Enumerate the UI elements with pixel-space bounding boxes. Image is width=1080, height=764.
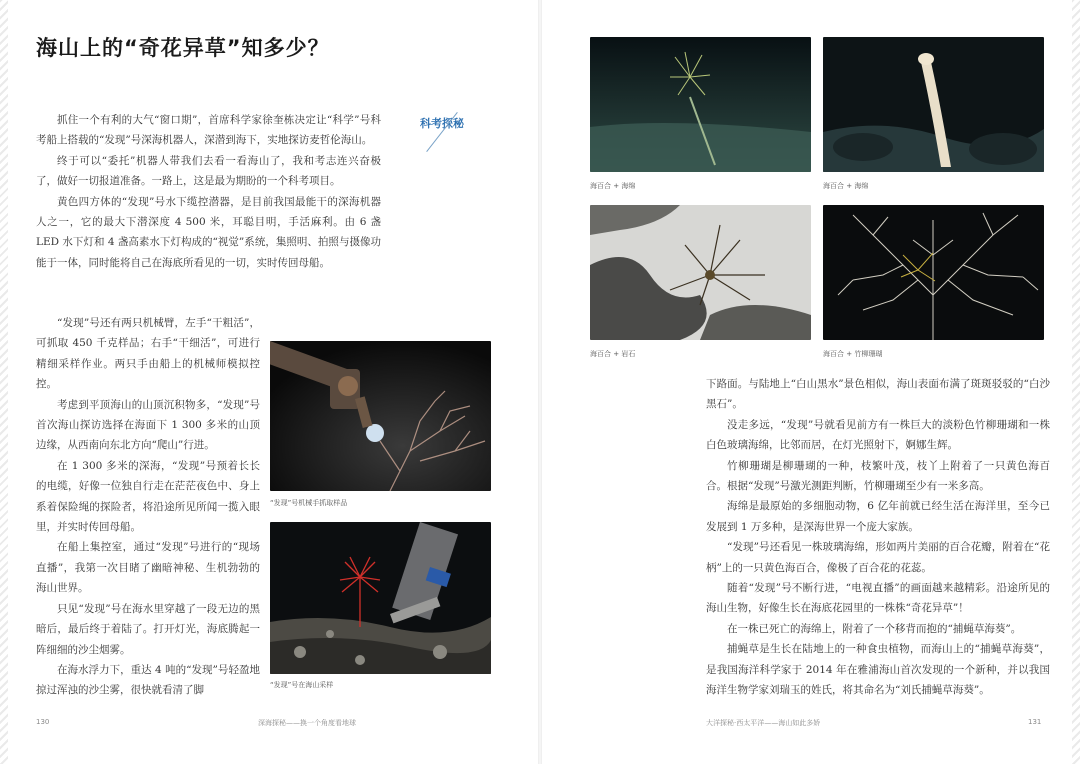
paragraph: 没走多远，“发现”号就看见前方有一株巨大的淡粉色竹柳珊瑚和一株白色玻璃海绵，比邻而居，在灯光照射下，婀娜生辉。 — [706, 418, 1050, 452]
paragraph: 抓住一个有利的大气“窗口期”，首席科学家徐奎栋决定让“科学”号科考船上搭载的“发现”号深海机器人，深潜到海下，实地探访麦哲伦海山。 — [36, 114, 381, 147]
left-page-number: 130 — [36, 718, 50, 726]
page-title: 海山上的“奇花异草”知多少？ — [36, 36, 330, 60]
right-page-number: 131 — [1028, 718, 1042, 726]
photo-caption: “发现”号在海山采样 — [270, 681, 334, 689]
narrow-column-text — [36, 313, 260, 701]
crinoid-sponge-photo — [590, 37, 811, 172]
paragraph: 捕蝇草是生长在陆地上的一种食虫植物，而海山上的“捕蝇草海葵”，是我国海洋科学家于 2014 年在雅浦海山首次发现的一个新种，并以我国海洋生物学家刘瑞玉的姓氏，将其命名为“刘氏捕蝇草海葵”。 — [706, 643, 1050, 697]
photo-caption: 海百合 + 海绵 — [590, 182, 636, 190]
crinoid-rock-photo — [590, 205, 811, 340]
paragraph: 考虑到平顶海山的山顶沉积物多，“发现”号首次海山探访选择在海面下 1 300 多米的山顶边缘，从西南向东北方向“爬山”行进。 — [36, 398, 260, 452]
sampling-photo — [270, 522, 491, 674]
photo-caption: 海百合 + 竹柳珊瑚 — [823, 350, 883, 358]
right-column-text — [706, 374, 1050, 701]
right-page — [540, 0, 1080, 764]
paragraph: 下路面。与陆地上“白山黑水”景色相似，海山表面布满了斑斑驳驳的“白沙黑石”。 — [706, 378, 1050, 411]
right-running-head: 大洋探秘·西太平洋——海山如此多娇 — [706, 719, 821, 727]
photo-caption: “发现”号机械手抓取样品 — [270, 499, 348, 507]
paragraph: 只见“发现”号在海水里穿越了一段无边的黑暗后，最后终于着陆了。打开灯光，海底腾起一阵细细的沙尘烟雾。 — [36, 602, 260, 656]
paragraph: 黄色四方体的“发现”号水下缆控潜器，是目前我国最能干的深海机器人之一，它的最大下潜深度 4 500 米，耳聪目明，手活麻利。由 6 盏 LED 水下灯和 4 盏高素水下灯构成的“视觉”系统，集照明、拍照与摄像功能于一体，同时能将自己在海底所看见的一切，实时传回母船。 — [36, 195, 381, 269]
photo-caption: 海百合 + 岩石 — [590, 350, 636, 358]
paragraph: 竹柳珊瑚是柳珊瑚的一种，枝繁叶茂，枝丫上附着了一只黄色海百合。根据“发现”号激光测距判断，竹柳珊瑚至少有一米多高。 — [706, 459, 1050, 493]
paragraph: 海绵是最原始的多细胞动物，6 亿年前就已经生活在海洋里，至今已发展到 1 万多种，是深海世界一个庞大家族。 — [706, 500, 1050, 533]
column-tag: 科考探秘 — [420, 117, 464, 130]
paragraph: 在 1 300 多米的深海，“发现”号预着长长的电缆，好像一位独自行走在茫茫夜色中、身上系着保险绳的探险者，将沿途所见所闻一揽入眼里，并实时传回母船。 — [36, 459, 260, 534]
paragraph: “发现”号还有两只机械臂，左手“干粗活”，可抓取 450 千克样品；右手“干细活”，可进行精细采样作业。两只手由船上的机械师模拟控控。 — [36, 317, 260, 391]
photo-caption: 海百合 + 海绵 — [823, 182, 869, 190]
white-sponge-photo — [823, 37, 1044, 172]
paragraph: 在一株已死亡的海绵上，附着了一个移背而抱的“捕蝇草海葵”。 — [727, 622, 1022, 635]
paragraph: 在船上集控室，通过“发现”号进行的“现场直播”，我第一次目睹了幽暗神秘、生机勃勃的海山世界。 — [36, 541, 260, 595]
intro-text — [36, 110, 381, 273]
left-running-head: 深海探秘——换一个角度看地球 — [258, 719, 356, 727]
paragraph: 随着“发现”号不断行进，“电视直播”的画面越来越精彩。沿途所见的海山生物，好像生长在海底花园里的一株株“奇花异草”！ — [706, 582, 1050, 615]
paragraph: “发现”号还看见一株玻璃海绵，形如两片美丽的百合花瓣，附着在“花柄”上的一只黄色海百合，像极了百合花的花蕊。 — [706, 541, 1050, 574]
crinoid-coral-photo — [823, 205, 1044, 340]
paragraph: 终于可以“委托”机器人带我们去看一看海山了，我和考志连兴奋极了，做好一切报道准备。一路上，这是最为期盼的一个科考项目。 — [36, 154, 381, 188]
robot-arm-photo — [270, 341, 491, 491]
paragraph: 在海水浮力下，重达 4 吨的“发现”号轻盈地掠过浑浊的沙尘雾，很快就看清了脚 — [36, 663, 260, 697]
